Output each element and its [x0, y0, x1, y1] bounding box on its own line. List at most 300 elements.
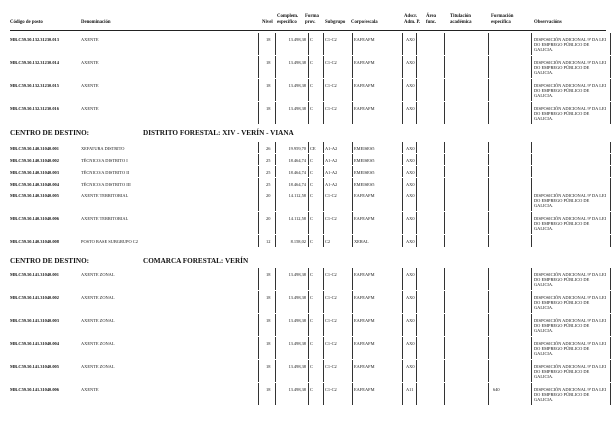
table-row	[0, 212, 615, 234]
table-row	[0, 314, 615, 336]
column-divider	[323, 360, 324, 382]
column-divider	[416, 166, 417, 177]
column-divider	[610, 212, 611, 234]
cell-nivel: 18	[266, 295, 271, 300]
cell-denominacion: AXENTE	[81, 83, 99, 88]
cell-forma-prov: C	[310, 295, 313, 300]
cell-forma-prov: C	[310, 60, 313, 65]
cell-post-code: MR.C59.50.140.31040.006	[10, 216, 59, 221]
section-name: COMARCA FORESTAL: VERÍN	[143, 257, 249, 265]
cell-corpo-escala: EAFEAFM	[354, 60, 375, 65]
cell-subgrupo: C1-C2	[325, 364, 337, 369]
cell-observacions: DISPOSICIÓN ADICIONAL 9ª DA LEI DO EMPREGO PÚBLICO DE GALICIA.	[534, 193, 607, 208]
column-divider	[531, 142, 532, 153]
column-divider	[258, 235, 259, 247]
cell-complemento: 18.464,74	[288, 182, 306, 187]
column-divider	[258, 102, 259, 124]
column-divider	[275, 102, 276, 124]
cell-adscrip: AX0	[406, 170, 415, 175]
column-divider	[531, 33, 532, 55]
cell-corpo-escala: EMEISES5	[354, 170, 375, 175]
column-divider	[352, 154, 353, 165]
header-titulacion: Titulación académica	[450, 14, 472, 25]
cell-complemento: 13.498,38	[288, 83, 306, 88]
column-divider	[323, 337, 324, 359]
column-divider	[531, 102, 532, 124]
column-divider	[308, 360, 309, 382]
column-divider	[308, 102, 309, 124]
column-divider	[531, 337, 532, 359]
cell-nivel: 25	[266, 182, 271, 187]
cell-corpo-escala: EAFEAFM	[354, 387, 375, 392]
header-complemento: Complem. específico	[277, 14, 299, 25]
column-divider	[402, 337, 403, 359]
column-divider	[531, 314, 532, 336]
column-divider	[352, 33, 353, 55]
cell-subgrupo: C1-C2	[325, 83, 337, 88]
cell-post-code: MR.C59.50.140.31040.002	[10, 158, 59, 163]
cell-adscrip: AX0	[406, 37, 415, 42]
cell-forma-prov: C	[310, 170, 313, 175]
column-divider	[323, 154, 324, 165]
column-divider	[402, 314, 403, 336]
cell-nivel: 18	[266, 60, 271, 65]
cell-complemento: 13.498,38	[288, 295, 306, 300]
column-divider	[444, 383, 445, 405]
cell-denominacion: TÉCNICO/A DISTRITO III	[81, 182, 131, 187]
cell-subgrupo: A1-A2	[325, 182, 338, 187]
column-divider	[610, 360, 611, 382]
column-divider	[402, 56, 403, 78]
column-divider	[308, 178, 309, 189]
cell-post-code: MR.C59.50.140.31040.004	[10, 182, 59, 187]
column-divider	[488, 212, 489, 234]
column-divider	[275, 360, 276, 382]
column-divider	[610, 178, 611, 189]
cell-adscrip: AX0	[406, 182, 415, 187]
column-divider	[308, 212, 309, 234]
cell-subgrupo: A1-A2	[325, 146, 338, 151]
column-divider	[610, 154, 611, 165]
cell-post-code: MR.C59.50.141.31040.003	[10, 318, 59, 323]
column-divider	[323, 212, 324, 234]
column-divider	[531, 291, 532, 313]
column-divider	[488, 360, 489, 382]
column-divider	[308, 142, 309, 153]
cell-observacions: DISPOSICIÓN ADICIONAL 9ª DA LEI DO EMPREGO PÚBLICO DE GALICIA.	[534, 60, 607, 75]
column-divider	[531, 268, 532, 290]
column-divider	[308, 268, 309, 290]
column-divider	[352, 383, 353, 405]
table-row	[0, 154, 615, 165]
column-divider	[275, 154, 276, 165]
cell-forma-prov: C	[310, 193, 313, 198]
cell-complemento: 13.498,38	[288, 364, 306, 369]
column-divider	[258, 337, 259, 359]
cell-adscrip: AX0	[406, 60, 415, 65]
column-divider	[352, 360, 353, 382]
cell-adscrip: AX0	[406, 106, 415, 111]
cell-complemento: 18.464,74	[288, 170, 306, 175]
column-divider	[258, 166, 259, 177]
cell-post-code: MR.C59.50.140.31040.008	[10, 239, 59, 244]
cell-subgrupo: C1-C2	[325, 216, 337, 221]
column-divider	[416, 79, 417, 101]
column-divider	[416, 383, 417, 405]
column-divider	[444, 337, 445, 359]
cell-denominacion: POSTO BASE SUBGRUPO C2	[81, 239, 138, 244]
column-divider	[488, 189, 489, 211]
column-divider	[352, 314, 353, 336]
column-divider	[610, 79, 611, 101]
column-divider	[323, 142, 324, 153]
table-row	[0, 337, 615, 359]
header-subgrupo: Subgrupo	[325, 20, 346, 25]
column-divider	[258, 154, 259, 165]
cell-subgrupo: A1-A2	[325, 158, 338, 163]
cell-post-code: MR.C59.50.132.31230.016	[10, 106, 59, 111]
column-divider	[444, 33, 445, 55]
cell-adscrip: A11	[406, 387, 414, 392]
column-divider	[352, 166, 353, 177]
cell-corpo-escala: EAFEAFM	[354, 193, 375, 198]
header-area: Área func.	[426, 14, 437, 25]
cell-post-code: MR.C59.50.141.31040.004	[10, 341, 59, 346]
column-divider	[352, 189, 353, 211]
column-divider	[416, 268, 417, 290]
cell-complemento: 13.498,38	[288, 387, 306, 392]
column-divider	[323, 56, 324, 78]
cell-denominacion: AXENTE	[81, 387, 99, 392]
cell-complemento: 13.498,38	[288, 272, 306, 277]
column-divider	[444, 314, 445, 336]
cell-corpo-escala: EMEISES5	[354, 182, 375, 187]
cell-post-code: MR.C59.50.141.31040.002	[10, 295, 59, 300]
column-divider	[416, 314, 417, 336]
cell-forma-prov: C	[310, 239, 313, 244]
column-divider	[416, 360, 417, 382]
section-centro-destino-distrito	[10, 129, 606, 139]
cell-observacions: DISPOSICIÓN ADICIONAL 9ª DA LEI DO EMPREGO PÚBLICO DE GALICIA.	[534, 83, 607, 98]
cell-denominacion: XEFATURA DISTRITO	[81, 146, 125, 151]
column-divider	[402, 154, 403, 165]
column-divider	[275, 383, 276, 405]
column-divider	[308, 314, 309, 336]
column-divider	[308, 189, 309, 211]
cell-post-code: MR.C59.50.132.31230.015	[10, 83, 59, 88]
column-divider	[323, 102, 324, 124]
cell-denominacion: AXENTE	[81, 37, 99, 42]
header-adscrip: Adscr. Adm. P.	[404, 14, 421, 25]
column-divider	[444, 235, 445, 247]
column-divider	[444, 154, 445, 165]
cell-post-code: MR.C59.50.140.31040.003	[10, 170, 59, 175]
column-divider	[531, 189, 532, 211]
cell-observacions: DISPOSICIÓN ADICIONAL 9ª DA LEI DO EMPREGO PÚBLICO DE GALICIA.	[534, 295, 607, 310]
column-divider	[610, 189, 611, 211]
column-divider	[444, 360, 445, 382]
header-nivel: Nivel	[262, 20, 273, 25]
column-divider	[352, 268, 353, 290]
column-divider	[416, 178, 417, 189]
header-observacions: Observacións	[534, 20, 562, 25]
cell-adscrip: AX0	[406, 146, 415, 151]
column-divider	[275, 142, 276, 153]
column-divider	[402, 142, 403, 153]
column-divider	[444, 268, 445, 290]
table-row	[0, 142, 615, 153]
column-divider	[323, 33, 324, 55]
cell-observacions: DISPOSICIÓN ADICIONAL 9ª DA LEI DO EMPREGO PÚBLICO DE GALICIA.	[534, 272, 607, 287]
cell-nivel: 25	[266, 170, 271, 175]
cell-forma-prov: C	[310, 158, 313, 163]
cell-complemento: 14.112,58	[288, 193, 306, 198]
cell-nivel: 18	[266, 318, 271, 323]
cell-corpo-escala: EAFEAFM	[354, 272, 375, 277]
column-divider	[352, 291, 353, 313]
cell-corpo-escala: EAFEAFM	[354, 341, 375, 346]
column-divider	[402, 235, 403, 247]
cell-nivel: 20	[266, 216, 271, 221]
column-divider	[444, 79, 445, 101]
cell-post-code: MR.C59.50.141.31040.006	[10, 387, 59, 392]
cell-forma-prov: C	[310, 364, 313, 369]
column-divider	[488, 102, 489, 124]
table-row	[0, 166, 615, 177]
cell-complemento: 13.498,38	[288, 341, 306, 346]
cell-forma-prov: C	[310, 106, 313, 111]
column-divider	[275, 178, 276, 189]
cell-post-code: MR.C59.50.140.31040.005	[10, 193, 59, 198]
cell-nivel: 12	[266, 239, 271, 244]
table-row	[0, 383, 615, 405]
column-divider	[488, 235, 489, 247]
cell-adscrip: AX0	[406, 239, 415, 244]
column-divider	[275, 212, 276, 234]
cell-corpo-escala: EAFEAFM	[354, 295, 375, 300]
cell-forma-prov: C	[310, 37, 313, 42]
column-divider	[416, 235, 417, 247]
column-divider	[275, 314, 276, 336]
cell-denominacion: AXENTE ZONAL	[81, 272, 115, 277]
cell-adscrip: AX0	[406, 83, 415, 88]
section-centro-destino-comarca	[10, 257, 606, 267]
cell-nivel: 18	[266, 387, 271, 392]
cell-complemento: 13.498,38	[288, 37, 306, 42]
column-divider	[308, 33, 309, 55]
cell-complemento: 13.498,38	[288, 60, 306, 65]
cell-corpo-escala: EMEISES5	[354, 146, 375, 151]
column-divider	[323, 314, 324, 336]
cell-nivel: 18	[266, 272, 271, 277]
column-divider	[610, 166, 611, 177]
cell-post-code: MR.C59.50.132.31230.013	[10, 37, 59, 42]
column-divider	[275, 33, 276, 55]
column-divider	[531, 212, 532, 234]
column-divider	[275, 268, 276, 290]
column-divider	[610, 314, 611, 336]
column-divider	[308, 56, 309, 78]
column-divider	[402, 268, 403, 290]
column-divider	[323, 166, 324, 177]
column-divider	[402, 360, 403, 382]
cell-denominacion: TÉCNICO/A DISTRITO I	[81, 158, 128, 163]
column-divider	[352, 142, 353, 153]
column-divider	[258, 268, 259, 290]
section-name: DISTRITO FORESTAL: XIV - VERÍN - VIANA	[143, 129, 294, 137]
column-divider	[323, 383, 324, 405]
column-divider	[402, 178, 403, 189]
column-divider	[488, 314, 489, 336]
cell-observacions: DISPOSICIÓN ADICIONAL 9ª DA LEI DO EMPREGO PÚBLICO DE GALICIA.	[534, 106, 607, 121]
cell-subgrupo: C1-C2	[325, 60, 337, 65]
column-divider	[308, 383, 309, 405]
column-divider	[610, 235, 611, 247]
cell-subgrupo: C1-C2	[325, 37, 337, 42]
cell-adscrip: AX0	[406, 193, 415, 198]
table-row	[0, 235, 615, 247]
cell-forma-prov: C	[310, 387, 313, 392]
cell-complemento: 19.959,70	[288, 146, 306, 151]
column-divider	[323, 291, 324, 313]
column-divider	[308, 154, 309, 165]
cell-complemento: 13.498,38	[288, 106, 306, 111]
column-divider	[610, 56, 611, 78]
cell-observacions: DISPOSICIÓN ADICIONAL 9ª DA LEI DO EMPREGO PÚBLICO DE GALICIA.	[534, 37, 607, 52]
cell-nivel: 18	[266, 83, 271, 88]
table-row	[0, 178, 615, 189]
column-divider	[610, 142, 611, 153]
column-divider	[402, 33, 403, 55]
cell-formacion: 640	[493, 387, 500, 392]
column-divider	[531, 178, 532, 189]
cell-observacions: DISPOSICIÓN ADICIONAL 9ª DA LEI DO EMPREGO PÚBLICO DE GALICIA.	[534, 387, 607, 402]
cell-observacions: DISPOSICIÓN ADICIONAL 9ª DA LEI DO EMPREGO PÚBLICO DE GALICIA.	[534, 341, 607, 356]
column-divider	[488, 383, 489, 405]
cell-corpo-escala: EAFEAFM	[354, 216, 375, 221]
column-divider	[488, 79, 489, 101]
column-divider	[258, 56, 259, 78]
column-divider	[258, 178, 259, 189]
cell-adscrip: AX0	[406, 295, 415, 300]
cell-corpo-escala: EAFEAFM	[354, 364, 375, 369]
column-divider	[275, 235, 276, 247]
cell-corpo-escala: EAFEAFM	[354, 318, 375, 323]
cell-adscrip: AX0	[406, 272, 415, 277]
header-formacion: Formación específica	[491, 14, 514, 25]
column-divider	[610, 102, 611, 124]
cell-post-code: MR.C59.50.132.31230.014	[10, 60, 59, 65]
cell-denominacion: AXENTE ZONAL	[81, 318, 115, 323]
table-row	[0, 102, 615, 124]
column-divider	[323, 268, 324, 290]
cell-subgrupo: C1-C2	[325, 318, 337, 323]
cell-forma-prov: C	[310, 216, 313, 221]
cell-complemento: 13.498,38	[288, 318, 306, 323]
cell-observacions: DISPOSICIÓN ADICIONAL 9ª DA LEI DO EMPREGO PÚBLICO DE GALICIA.	[534, 318, 607, 333]
cell-adscrip: AX0	[406, 341, 415, 346]
column-divider	[444, 102, 445, 124]
column-divider	[258, 33, 259, 55]
column-divider	[610, 291, 611, 313]
cell-adscrip: AX0	[406, 158, 415, 163]
column-divider	[258, 383, 259, 405]
cell-denominacion: AXENTE TERRITORIAL	[81, 193, 129, 198]
cell-subgrupo: A1-A2	[325, 170, 338, 175]
header-rule	[10, 30, 606, 31]
column-divider	[531, 166, 532, 177]
column-divider	[402, 166, 403, 177]
column-divider	[323, 79, 324, 101]
cell-nivel: 20	[266, 193, 271, 198]
cell-denominacion: AXENTE ZONAL	[81, 295, 115, 300]
column-divider	[444, 56, 445, 78]
column-divider	[416, 33, 417, 55]
cell-corpo-escala: EAFEAFM	[354, 37, 375, 42]
column-divider	[610, 337, 611, 359]
column-divider	[308, 166, 309, 177]
column-divider	[416, 189, 417, 211]
header-codigo: Código de posto	[10, 20, 43, 25]
column-divider	[352, 56, 353, 78]
cell-observacions: DISPOSICIÓN ADICIONAL 9ª DA LEI DO EMPREGO PÚBLICO DE GALICIA.	[534, 364, 607, 379]
column-divider	[258, 360, 259, 382]
cell-post-code: MR.C59.50.141.31040.001	[10, 272, 59, 277]
cell-corpo-escala: EAFEAFM	[354, 83, 375, 88]
cell-nivel: 18	[266, 37, 271, 42]
cell-adscrip: AX0	[406, 216, 415, 221]
cell-corpo-escala: EMEISES5	[354, 158, 375, 163]
column-divider	[308, 79, 309, 101]
cell-forma-prov: C	[310, 341, 313, 346]
column-divider	[488, 33, 489, 55]
column-divider	[444, 178, 445, 189]
column-divider	[444, 142, 445, 153]
column-divider	[416, 291, 417, 313]
column-divider	[402, 79, 403, 101]
column-divider	[531, 360, 532, 382]
cell-nivel: 18	[266, 364, 271, 369]
column-divider	[531, 235, 532, 247]
cell-adscrip: AX0	[406, 318, 415, 323]
column-divider	[488, 56, 489, 78]
column-divider	[531, 79, 532, 101]
column-divider	[488, 154, 489, 165]
cell-forma-prov: CE	[310, 146, 316, 151]
column-divider	[275, 291, 276, 313]
column-divider	[610, 383, 611, 405]
column-divider	[531, 56, 532, 78]
column-divider	[402, 189, 403, 211]
column-divider	[323, 189, 324, 211]
column-divider	[444, 291, 445, 313]
column-divider	[352, 102, 353, 124]
cell-complemento: 8.158,02	[290, 239, 306, 244]
cell-subgrupo: C1-C2	[325, 295, 337, 300]
cell-complemento: 14.112,58	[288, 216, 306, 221]
column-divider	[402, 212, 403, 234]
cell-denominacion: TÉCNICO/A DISTRITO II	[81, 170, 130, 175]
cell-forma-prov: C	[310, 182, 313, 187]
cell-nivel: 25	[266, 158, 271, 163]
table-row	[0, 291, 615, 313]
table-row	[0, 79, 615, 101]
column-divider	[308, 291, 309, 313]
cell-subgrupo: C1-C2	[325, 193, 337, 198]
cell-nivel: 18	[266, 341, 271, 346]
column-divider	[416, 56, 417, 78]
cell-forma-prov: C	[310, 83, 313, 88]
